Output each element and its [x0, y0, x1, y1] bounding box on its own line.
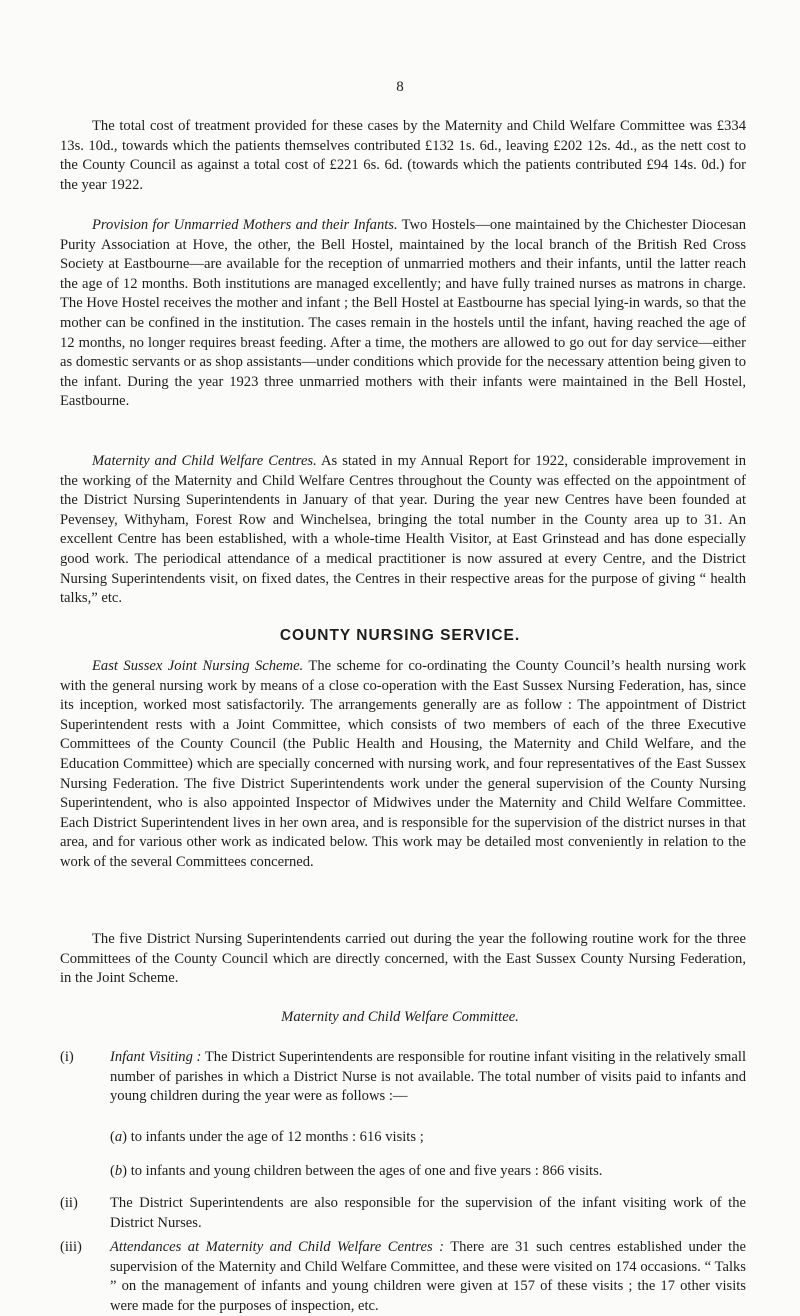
page-number: 8 — [396, 79, 404, 95]
paragraph-text: The total cost of treatment provided for these cases by the Maternity and Child Welfare Committee was £334 13s. 10d., towards which the patients themselves contributed £132 1s. 6d., leaving £202 12s. 4d., as the nett cost to the County Council as against a total cost of £221 6s. 6d. (towards which the patients contributed £94 14s. 0d.) for the year 1922. — [60, 118, 746, 193]
section-heading: COUNTY NURSING SERVICE. — [279, 627, 521, 644]
item-text: The District Superintendents are responsible for routine infant visiting in the relatively small number of parishes in which a District Nurse is not available. The total number of visits paid to infants and young children during the year were as follows :— — [110, 1049, 746, 1105]
paragraph-title: East Sussex Joint Nursing Scheme. — [92, 658, 304, 674]
item-text: The District Superintendents are also responsible for the supervision of the infant visiting work of the District Nurses. — [110, 1195, 746, 1231]
visit-count-item: (a) to infants under the age of 12 months : 616 visits ; — [110, 1129, 424, 1145]
paragraph-text: The scheme for co-ordinating the County Council’s health nursing work with the general nursing work by means of a close co-operation with the East Sussex Nursing Federation, has, since its inception, worked most satisfactorily. The arrangements generally are as follow : The appointment of District Superintendent rests with a Joint Committee, which consists of two members of each of the three Executive Committees of the County Council (the Public Health and Housing, the Maternity and Child Welfare, and the Education Committee) which are specially concerned with nursing work, and four representatives of the East Sussex Nursing Federation. The five District Superintendents work under the general supervision of the County Nursing Superintendent, who is also appointed Inspector of Midwives under the Maternity and Child Welfare Committee. Each District Superintendent lives in her own area, and is responsible for the supervision of the district nurses in that area, and for various other work as indicated below. This work may be detailed most conveniently in relation to the work of the several Committees concerned. — [60, 658, 746, 870]
paragraph-joint-scheme — [60, 657, 746, 873]
item-title: Infant Visiting : — [110, 1049, 202, 1065]
paragraph-unmarried-mothers — [60, 216, 746, 412]
committee-heading: Maternity and Child Welfare Committee. — [281, 1009, 519, 1025]
item-text: There are 31 such centres established under the supervision of the Maternity and Child Welfare Committee, and these were visited on 174 occasions. “ Talks ” on the management of infants and young children were given at 157 of these visits ; the 17 other visits were made for the purposes of inspection, etc. — [110, 1239, 746, 1314]
paragraph-welfare-centres — [60, 452, 746, 609]
paragraph-title: Maternity and Child Welfare Centres. — [92, 453, 317, 469]
paragraph-text: As stated in my Annual Report for 1922, considerable improvement in the working of the Maternity and Child Welfare Centres throughout the County was effected on the appointment of the District Nursing Superintendents in January of that year. During the year new Centres have been founded at Pevensey, Withyham, Forest Row and Winchelsea, bringing the total number in the County area up to 31. An excellent Centre has been established, with a whole-time Health Visitor, at East Grinstead and has done especially good work. The periodical attendance of a medical practitioner is now assured at every Centre, and the District Nursing Superintendents visit, on fixed dates, the Centres in their respective areas for the purpose of giving “ health talks,” etc. — [60, 453, 746, 607]
paragraph-text: The five District Nursing Superintendents carried out during the year the following routine work for the three Committees of the County Council which are directly concerned, with the East Sussex County Nursing Federation, in the Joint Scheme. — [60, 931, 746, 987]
list-item — [60, 1238, 746, 1316]
item-number: (ii) — [60, 1195, 78, 1211]
item-number: (iii) — [60, 1239, 82, 1255]
item-title: Attendances at Maternity and Child Welfare Centres : — [110, 1239, 444, 1255]
visit-text: to infants and young children between the ages of one and five years : 866 visits. — [130, 1163, 603, 1179]
visit-label: b — [114, 1163, 123, 1179]
list-item — [60, 1194, 746, 1233]
list-item — [60, 1048, 746, 1107]
paragraph-text: Two Hostels—one maintained by the Chichester Diocesan Purity Association at Hove, the other, the Bell Hostel, maintained by the local branch of the British Red Cross Society at Eastbourne—are available for the reception of unmarried mothers and their infants, until the latter reach the age of 12 months. Both institutions are managed excellently; and have fully trained nurses as matrons in charge. The Hove Hostel receives the mother and infant ; the Bell Hostel at Eastbourne has special lying-in wards, so that the mother can be confined in the institution. The cases remain in the hostels until the infant, having reached the age of 12 months, no longer requires breast feeding. After a time, the mothers are allowed to go out for day service—either as domestic servants or as shop assistants—under conditions which provide for the necessary attention being given to the infant. During the year 1923 three unmarried mothers with their infants were maintained in the Bell Hostel, Eastbourne. — [60, 217, 746, 410]
paragraph-routine-work — [60, 930, 746, 989]
paragraph-title: Provision for Unmarried Mothers and their Infants. — [92, 217, 398, 233]
visit-count-item: (b) to infants and young children between the ages of one and five years : 866 visits. — [110, 1163, 603, 1179]
paragraph-treatment-cost — [60, 117, 746, 195]
visit-label: a — [114, 1129, 123, 1145]
item-number: (i) — [60, 1049, 74, 1065]
visit-text: to infants under the age of 12 months : 616 visits ; — [130, 1129, 424, 1145]
